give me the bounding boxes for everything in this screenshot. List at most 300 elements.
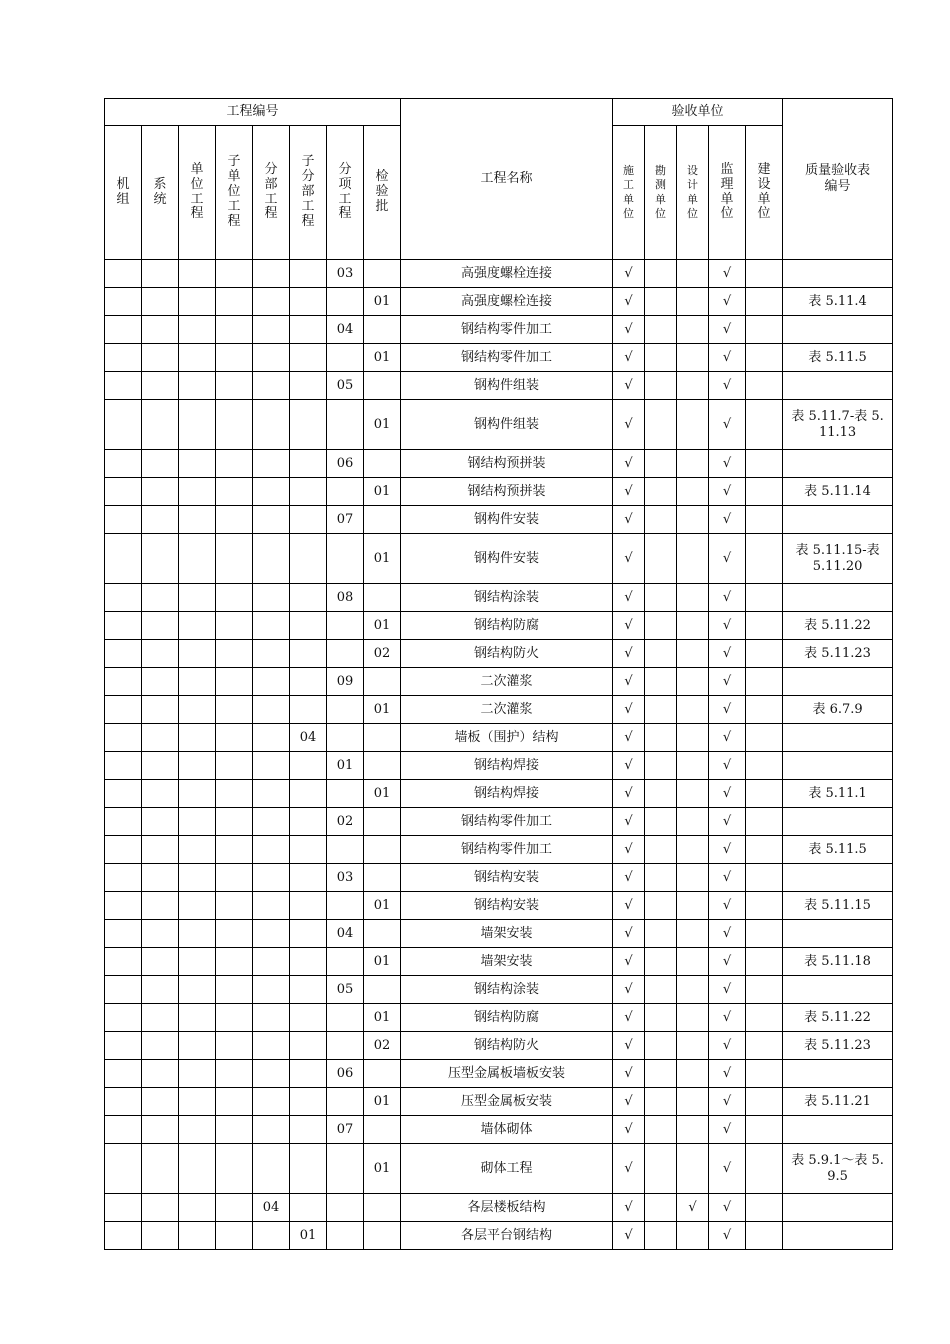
code-cell: 09 — [327, 668, 364, 696]
code-cell — [290, 316, 327, 344]
table-row — [105, 372, 893, 400]
acceptance-check-cell — [677, 640, 709, 668]
table-row — [105, 668, 893, 696]
quality-form-text: 表 5.11.1 — [808, 785, 867, 801]
code-cell — [216, 836, 253, 864]
acceptance-check-cell: √ — [709, 640, 746, 668]
code-cell — [216, 948, 253, 976]
code-cell — [179, 584, 216, 612]
code-cell — [253, 808, 290, 836]
code-cell — [253, 892, 290, 920]
code-cell — [327, 478, 364, 506]
quality-form-cell — [783, 1032, 893, 1060]
col-header-unit-project: 单位工程 — [179, 126, 216, 260]
code-cell — [105, 1088, 142, 1116]
code-cell — [142, 668, 179, 696]
acceptance-check-cell — [645, 668, 677, 696]
code-cell — [179, 836, 216, 864]
project-name-cell: 高强度螺栓连接 — [401, 288, 613, 316]
acceptance-check-cell — [746, 808, 783, 836]
code-cell: 04 — [290, 724, 327, 752]
code-cell — [142, 780, 179, 808]
code-cell: 06 — [327, 450, 364, 478]
acceptance-check-cell — [746, 836, 783, 864]
acceptance-check-cell — [746, 1222, 783, 1250]
quality-form-cell — [783, 668, 893, 696]
table-row — [105, 288, 893, 316]
col-header-sub-division: 子分部工程 — [290, 126, 327, 260]
acceptance-check-cell: √ — [613, 836, 645, 864]
quality-form-cell — [783, 892, 893, 920]
code-cell: 03 — [327, 260, 364, 288]
code-cell — [179, 260, 216, 288]
acceptance-check-cell — [746, 640, 783, 668]
acceptance-check-cell — [645, 892, 677, 920]
quality-form-cell — [783, 1088, 893, 1116]
code-cell — [216, 612, 253, 640]
acceptance-check-cell — [746, 864, 783, 892]
acceptance-check-cell: √ — [709, 372, 746, 400]
code-cell — [290, 1060, 327, 1088]
code-cell — [216, 506, 253, 534]
code-cell — [290, 584, 327, 612]
code-cell — [216, 316, 253, 344]
quality-form-cell — [783, 288, 893, 316]
code-cell: 01 — [364, 478, 401, 506]
acceptance-check-cell — [677, 288, 709, 316]
table-row — [105, 752, 893, 780]
project-name-cell: 墙架安装 — [401, 948, 613, 976]
quality-form-header: 质量验收表编号 — [783, 99, 893, 260]
acceptance-check-cell — [645, 920, 677, 948]
quality-acceptance-table — [104, 98, 893, 1250]
quality-form-cell — [783, 372, 893, 400]
acceptance-check-cell — [677, 1144, 709, 1194]
code-cell — [105, 948, 142, 976]
code-cell — [290, 892, 327, 920]
code-cell — [142, 1004, 179, 1032]
code-cell — [179, 1060, 216, 1088]
acceptance-check-cell — [746, 316, 783, 344]
code-cell — [290, 450, 327, 478]
project-name-cell: 墙架安装 — [401, 920, 613, 948]
code-cell: 05 — [327, 372, 364, 400]
acceptance-check-cell: √ — [613, 920, 645, 948]
code-cell — [290, 344, 327, 372]
acceptance-check-cell — [677, 506, 709, 534]
table-row — [105, 1004, 893, 1032]
code-cell — [142, 316, 179, 344]
acceptance-check-cell: √ — [613, 892, 645, 920]
code-cell: 01 — [364, 534, 401, 584]
project-name-cell: 钢结构防火 — [401, 1032, 613, 1060]
acceptance-check-cell: √ — [709, 1088, 746, 1116]
code-cell — [253, 344, 290, 372]
table-row — [105, 976, 893, 1004]
code-cell — [105, 450, 142, 478]
code-cell — [105, 836, 142, 864]
code-cell — [290, 506, 327, 534]
code-cell — [253, 478, 290, 506]
code-cell — [327, 612, 364, 640]
acceptance-check-cell — [746, 400, 783, 450]
quality-form-cell — [783, 1060, 893, 1088]
table-row — [105, 400, 893, 450]
acceptance-check-cell — [677, 1032, 709, 1060]
code-cell — [364, 1116, 401, 1144]
acceptance-check-cell — [746, 1088, 783, 1116]
code-cell — [216, 864, 253, 892]
code-cell — [142, 372, 179, 400]
acceptance-check-cell — [677, 724, 709, 752]
code-cell: 01 — [364, 612, 401, 640]
table-row — [105, 260, 893, 288]
code-cell: 02 — [364, 1032, 401, 1060]
project-name-cell: 钢结构零件加工 — [401, 836, 613, 864]
acceptance-check-cell: √ — [709, 400, 746, 450]
code-cell — [364, 752, 401, 780]
project-name-cell: 各层平台钢结构 — [401, 1222, 613, 1250]
acceptance-check-cell — [677, 696, 709, 724]
acceptance-check-cell: √ — [613, 534, 645, 584]
code-cell: 06 — [327, 1060, 364, 1088]
code-cell — [142, 584, 179, 612]
acceptance-check-cell — [645, 1004, 677, 1032]
table-row — [105, 920, 893, 948]
code-cell — [216, 1088, 253, 1116]
project-name-cell: 高强度螺栓连接 — [401, 260, 613, 288]
acceptance-check-cell — [645, 948, 677, 976]
code-cell — [253, 612, 290, 640]
code-cell — [216, 1060, 253, 1088]
quality-form-cell — [783, 260, 893, 288]
code-cell: 03 — [327, 864, 364, 892]
acceptance-check-cell — [645, 1144, 677, 1194]
acceptance-check-cell: √ — [613, 400, 645, 450]
code-cell: 01 — [364, 344, 401, 372]
code-cell — [105, 612, 142, 640]
quality-form-cell — [783, 1004, 893, 1032]
code-cell — [216, 584, 253, 612]
code-cell — [327, 892, 364, 920]
quality-form-cell — [783, 752, 893, 780]
code-cell — [327, 534, 364, 584]
quality-form-cell — [783, 836, 893, 864]
acceptance-check-cell — [645, 450, 677, 478]
quality-form-cell — [783, 612, 893, 640]
code-cell — [364, 920, 401, 948]
code-cell: 01 — [364, 1144, 401, 1194]
code-cell — [290, 948, 327, 976]
code-cell: 04 — [327, 920, 364, 948]
acceptance-check-cell: √ — [613, 640, 645, 668]
code-cell — [105, 724, 142, 752]
code-cell — [105, 640, 142, 668]
code-cell — [290, 1032, 327, 1060]
acceptance-check-cell — [746, 1116, 783, 1144]
acceptance-check-cell — [645, 1194, 677, 1222]
acceptance-check-cell: √ — [709, 584, 746, 612]
project-name-cell: 钢结构零件加工 — [401, 316, 613, 344]
project-name-cell: 钢结构防腐 — [401, 1004, 613, 1032]
acceptance-check-cell — [746, 344, 783, 372]
code-cell — [216, 372, 253, 400]
quality-form-text: 表 5.11.7-表 5.11.13 — [791, 408, 884, 440]
code-cell — [142, 288, 179, 316]
acceptance-check-cell — [645, 780, 677, 808]
code-cell — [179, 344, 216, 372]
acceptance-check-cell — [645, 752, 677, 780]
acceptance-check-cell: √ — [677, 1194, 709, 1222]
acceptance-check-cell: √ — [709, 668, 746, 696]
quality-form-cell — [783, 506, 893, 534]
table-row — [105, 478, 893, 506]
acceptance-check-cell: √ — [709, 976, 746, 1004]
acceptance-check-cell: √ — [613, 808, 645, 836]
acceptance-check-cell: √ — [709, 696, 746, 724]
acceptance-check-cell: √ — [613, 1060, 645, 1088]
code-cell: 08 — [327, 584, 364, 612]
quality-form-cell — [783, 450, 893, 478]
acceptance-check-cell — [645, 808, 677, 836]
code-cell — [142, 1060, 179, 1088]
code-cell — [327, 1088, 364, 1116]
acceptance-check-cell: √ — [709, 1004, 746, 1032]
code-cell — [105, 1194, 142, 1222]
code-cell — [179, 506, 216, 534]
acceptance-check-cell: √ — [613, 948, 645, 976]
project-name-cell: 钢结构涂装 — [401, 584, 613, 612]
code-cell — [142, 920, 179, 948]
code-cell — [105, 668, 142, 696]
code-cell — [142, 808, 179, 836]
acceptance-check-cell: √ — [709, 534, 746, 584]
acceptance-check-cell: √ — [709, 1060, 746, 1088]
col-header-owner-unit: 建设单位 — [746, 126, 783, 260]
acceptance-check-cell — [645, 478, 677, 506]
code-cell — [253, 780, 290, 808]
quality-form-text: 表 5.11.15 — [804, 897, 871, 913]
code-cell — [179, 752, 216, 780]
acceptance-check-cell — [645, 1060, 677, 1088]
acceptance-check-cell: √ — [613, 1116, 645, 1144]
quality-form-cell — [783, 344, 893, 372]
quality-form-text: 表 5.11.15-表 5.11.20 — [795, 542, 880, 574]
acceptance-check-cell: √ — [613, 344, 645, 372]
acceptance-check-cell — [677, 892, 709, 920]
acceptance-check-cell — [677, 864, 709, 892]
quality-form-cell — [783, 696, 893, 724]
code-cell — [105, 1060, 142, 1088]
code-cell: 07 — [327, 1116, 364, 1144]
project-name-cell: 钢结构安装 — [401, 864, 613, 892]
code-cell — [142, 260, 179, 288]
quality-form-cell — [783, 808, 893, 836]
project-name-cell: 钢构件组装 — [401, 400, 613, 450]
code-cell — [142, 534, 179, 584]
acceptance-check-cell — [746, 584, 783, 612]
quality-form-cell — [783, 948, 893, 976]
code-cell — [327, 1144, 364, 1194]
code-cell — [290, 1144, 327, 1194]
acceptance-check-cell — [746, 288, 783, 316]
acceptance-check-cell: √ — [613, 1004, 645, 1032]
code-cell — [253, 260, 290, 288]
code-cell — [216, 478, 253, 506]
quality-form-cell — [783, 640, 893, 668]
code-cell — [253, 1222, 290, 1250]
quality-form-text: 表 5.11.5 — [808, 841, 867, 857]
quality-form-text: 表 5.11.22 — [804, 1009, 871, 1025]
code-cell — [327, 400, 364, 450]
code-cell — [179, 808, 216, 836]
code-cell — [327, 1032, 364, 1060]
code-cell — [216, 724, 253, 752]
acceptance-check-cell: √ — [709, 808, 746, 836]
code-cell — [179, 478, 216, 506]
acceptance-check-cell: √ — [613, 506, 645, 534]
acceptance-check-cell — [746, 696, 783, 724]
acceptance-check-cell: √ — [613, 1194, 645, 1222]
code-cell — [290, 478, 327, 506]
code-cell — [253, 752, 290, 780]
project-name-cell: 钢结构零件加工 — [401, 808, 613, 836]
code-cell — [290, 612, 327, 640]
code-cell — [327, 1004, 364, 1032]
code-cell — [327, 1194, 364, 1222]
code-cell — [253, 724, 290, 752]
acceptance-check-cell: √ — [709, 948, 746, 976]
project-name-cell: 各层楼板结构 — [401, 1194, 613, 1222]
acceptance-check-cell: √ — [613, 288, 645, 316]
table-row — [105, 316, 893, 344]
code-cell — [290, 534, 327, 584]
acceptance-check-cell: √ — [709, 780, 746, 808]
code-cell — [179, 400, 216, 450]
acceptance-check-cell — [645, 1032, 677, 1060]
code-cell — [142, 724, 179, 752]
code-cell — [290, 260, 327, 288]
acceptance-check-cell — [677, 316, 709, 344]
code-cell — [253, 288, 290, 316]
acceptance-check-cell — [677, 584, 709, 612]
project-name-cell: 砌体工程 — [401, 1144, 613, 1194]
code-cell — [327, 288, 364, 316]
code-cell — [253, 836, 290, 864]
code-cell: 01 — [364, 1004, 401, 1032]
code-cell — [105, 584, 142, 612]
acceptance-check-cell — [677, 1060, 709, 1088]
acceptance-check-cell: √ — [709, 316, 746, 344]
project-code-header: 工程编号 — [105, 99, 401, 126]
code-cell — [253, 400, 290, 450]
quality-form-text: 表 5.11.21 — [804, 1093, 871, 1109]
code-cell — [216, 1116, 253, 1144]
quality-form-cell — [783, 534, 893, 584]
code-cell — [216, 1144, 253, 1194]
code-cell — [364, 372, 401, 400]
quality-form-cell — [783, 976, 893, 1004]
acceptance-check-cell: √ — [709, 612, 746, 640]
code-cell — [179, 1222, 216, 1250]
code-cell: 01 — [327, 752, 364, 780]
quality-form-text: 表 5.11.22 — [804, 617, 871, 633]
table-row — [105, 836, 893, 864]
quality-form-cell — [783, 1222, 893, 1250]
code-cell — [179, 1116, 216, 1144]
code-cell — [327, 724, 364, 752]
code-cell — [253, 948, 290, 976]
acceptance-check-cell — [677, 752, 709, 780]
project-name-cell: 钢结构防火 — [401, 640, 613, 668]
acceptance-check-cell — [677, 534, 709, 584]
project-name-cell: 钢结构零件加工 — [401, 344, 613, 372]
code-cell — [105, 316, 142, 344]
table-row — [105, 344, 893, 372]
code-cell — [179, 640, 216, 668]
code-cell — [105, 864, 142, 892]
acceptance-check-cell — [677, 668, 709, 696]
acceptance-check-cell — [677, 344, 709, 372]
code-cell — [290, 640, 327, 668]
acceptance-check-cell — [746, 506, 783, 534]
quality-form-text: 表 5.9.1～表 5.9.5 — [791, 1152, 884, 1184]
code-cell — [253, 696, 290, 724]
acceptance-check-cell: √ — [613, 696, 645, 724]
code-cell — [216, 1194, 253, 1222]
project-name-cell: 墙体砌体 — [401, 1116, 613, 1144]
code-cell — [142, 478, 179, 506]
code-cell — [142, 1194, 179, 1222]
code-cell — [179, 288, 216, 316]
code-cell — [179, 1088, 216, 1116]
code-cell — [290, 1088, 327, 1116]
acceptance-check-cell: √ — [613, 584, 645, 612]
code-cell — [327, 640, 364, 668]
acceptance-check-cell — [645, 836, 677, 864]
table-row — [105, 892, 893, 920]
code-cell — [290, 696, 327, 724]
quality-form-cell — [783, 1116, 893, 1144]
code-cell — [179, 1144, 216, 1194]
acceptance-check-cell: √ — [613, 316, 645, 344]
acceptance-check-cell — [645, 316, 677, 344]
code-cell — [105, 808, 142, 836]
acceptance-check-cell — [746, 976, 783, 1004]
project-name-cell: 压型金属板安装 — [401, 1088, 613, 1116]
code-cell — [105, 478, 142, 506]
acceptance-check-cell — [746, 612, 783, 640]
table-row — [105, 864, 893, 892]
acceptance-check-cell — [677, 260, 709, 288]
code-cell — [216, 260, 253, 288]
code-cell — [179, 696, 216, 724]
acceptance-check-cell — [677, 1222, 709, 1250]
acceptance-check-cell — [746, 724, 783, 752]
code-cell — [179, 316, 216, 344]
acceptance-check-cell: √ — [613, 612, 645, 640]
code-cell — [290, 920, 327, 948]
acceptance-check-cell: √ — [709, 892, 746, 920]
acceptance-check-cell — [746, 372, 783, 400]
quality-form-cell — [783, 864, 893, 892]
code-cell — [142, 892, 179, 920]
code-cell — [105, 1116, 142, 1144]
acceptance-check-cell — [677, 780, 709, 808]
acceptance-units-header: 验收单位 — [613, 99, 783, 126]
code-cell — [105, 696, 142, 724]
table-row — [105, 724, 893, 752]
